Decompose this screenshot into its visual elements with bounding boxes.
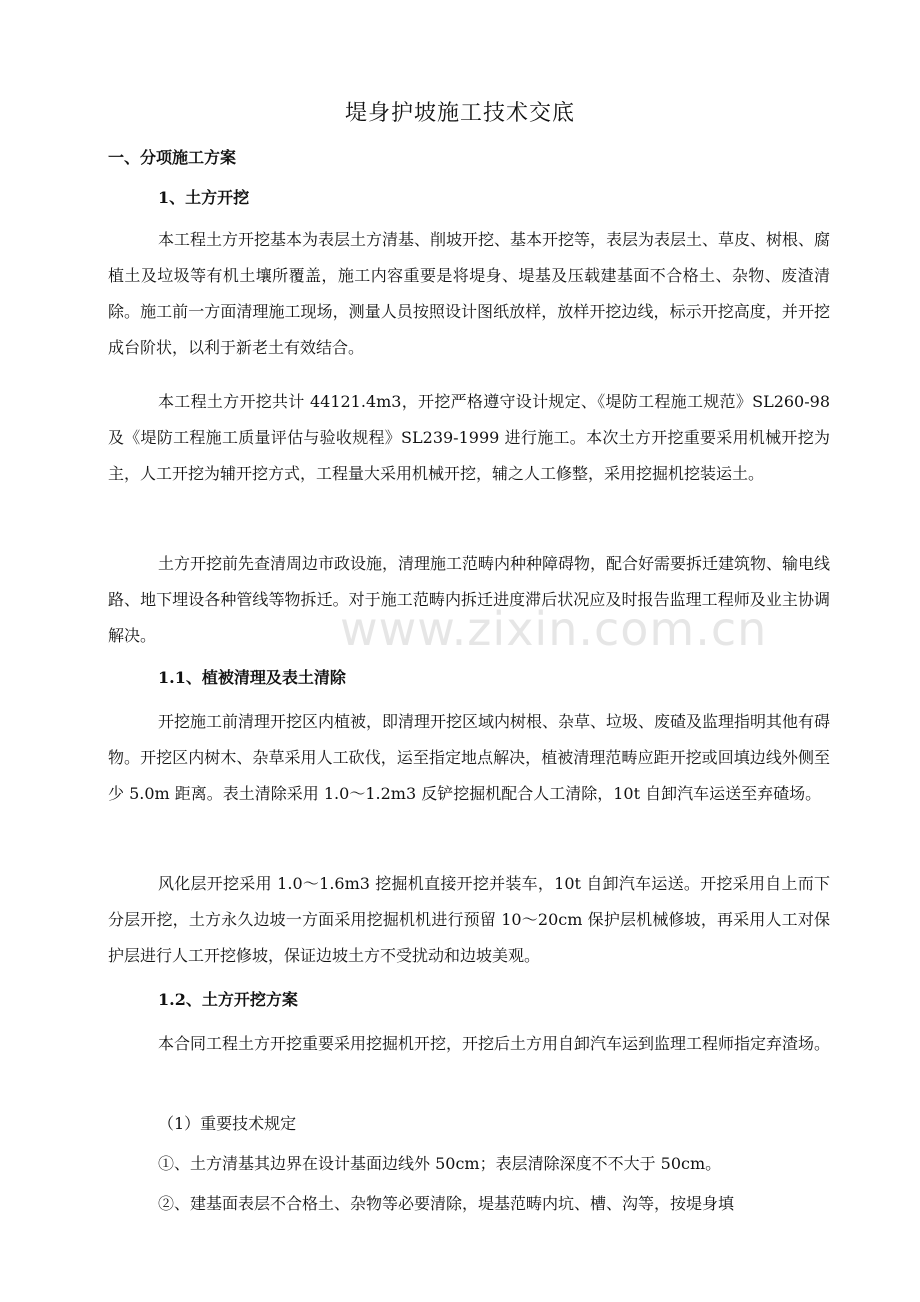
section-heading: 一、分项施工方案 [108, 148, 237, 167]
paragraph-3: 土方开挖前先查清周边市政设施，清理施工范畴内种种障碍物，配合好需要拆迁建筑物、输电线路、地下埋设各种管线等物拆迁。对于施工范畴内拆迁进度滞后状况应及时报告监理工程师及业主协调解决。 [108, 554, 831, 645]
subsection-heading-plan: 1.2、土方开挖方案 [158, 990, 298, 1009]
list-item-foundation: ②、建基面表层不合格土、杂物等必要清除，堤基范畴内坑、槽、沟等，按堤身填 [158, 1194, 735, 1213]
paragraph-5: 风化层开挖采用 1.0～1.6m3 挖掘机直接开挖并装车，10t 自卸汽车运送。开挖采用自上而下分层开挖，土方永久边坡一方面采用挖掘机机进行预留 10～20cm 保护层机械修坡，再采用人工对保护层进行人工开挖修坡，保证边坡土方不受扰动和边坡美观。 [108, 874, 830, 965]
page-title: 堤身护坡施工技术交底 [344, 101, 575, 126]
subsection-heading-earthwork: 1、土方开挖 [158, 188, 250, 207]
paragraph-1: 本工程土方开挖基本为表层土方清基、削坡开挖、基本开挖等，表层为表层土、草皮、树根、腐植土及垃圾等有机土壤所覆盖，施工内容重要是将堤身、堤基及压载建基面不合格土、杂物、废渣清除。施工前一方面清理施工现场，测量人员按照设计图纸放样，放样开挖边线，标示开挖高度，并开挖成台阶状，以利于新老土有效结合。 [108, 230, 831, 357]
paragraph-4: 开挖施工前清理开挖区内植被，即清理开挖区域内树根、杂草、垃圾、废碴及监理指明其他有碍物。开挖区内树木、杂草采用人工砍伐，运至指定地点解决，植被清理范畴应距开挖或回填边线外侧至少 5.0m 距离。表土清除采用 1.0～1.2m3 反铲挖掘机配合人工清除，10t 自卸汽车运送至弃碴场。 [108, 712, 831, 803]
paragraph-6: 本合同工程土方开挖重要采用挖掘机开挖，开挖后土方用自卸汽车运到监理工程师指定弃渣场。 [158, 1034, 831, 1053]
paragraph-2: 本工程土方开挖共计 44121.4m3，开挖严格遵守设计规定、《堤防工程施工规范》SL260-98 及《堤防工程施工质量评估与验收规程》SL239-1999 进行施工。本次土方开挖重要采用机械开挖为主，人工开挖为辅开挖方式，工程量大采用机械开挖，辅之人工修整，采用挖掘机挖装运土。 [108, 392, 830, 483]
list-item-technical: （1）重要技术规定 [158, 1114, 297, 1133]
list-item-clearing: ①、土方清基其边界在设计基面边线外 50cm；表层清除深度不不大于 50cm。 [158, 1154, 722, 1173]
watermark: www.zixin.com.cn [340, 602, 768, 656]
subsection-heading-vegetation: 1.1、植被清理及表土清除 [158, 668, 346, 687]
